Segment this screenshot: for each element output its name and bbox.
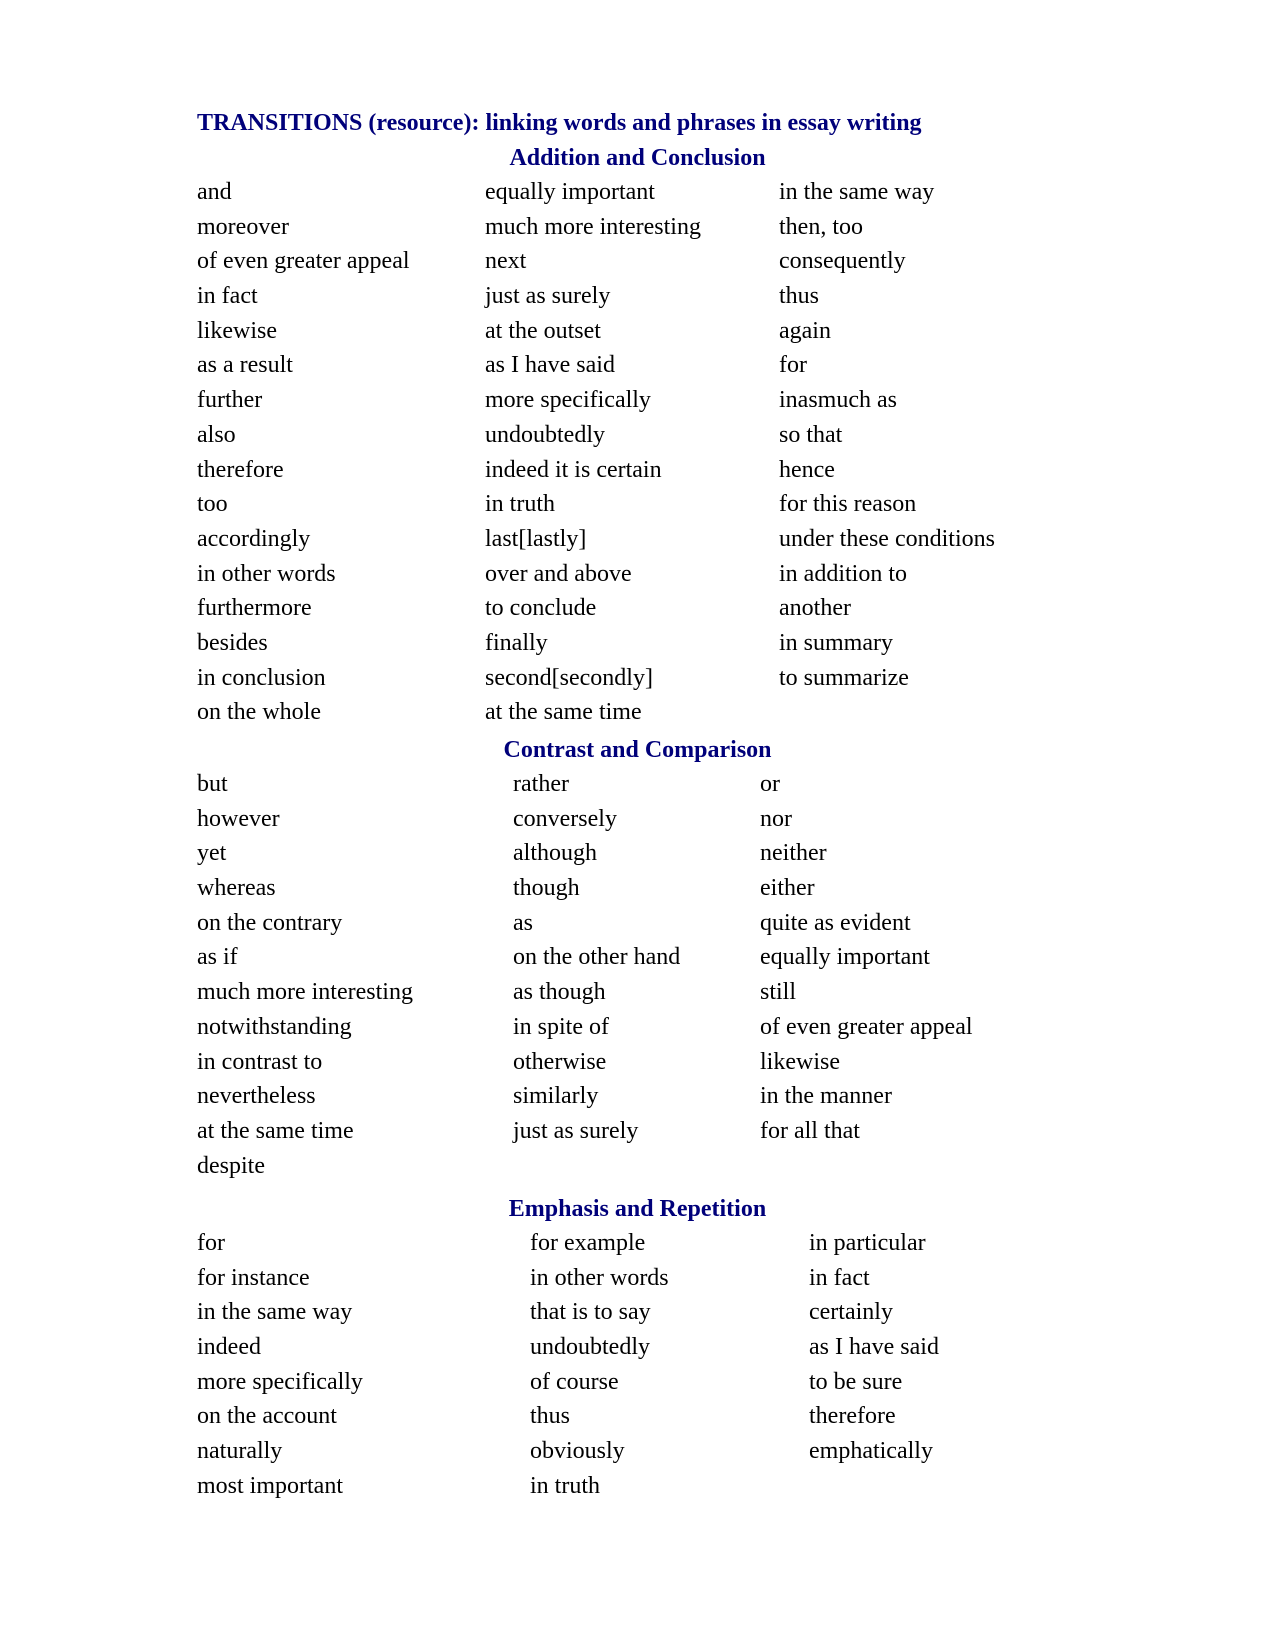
transition-phrase: as I have said [485, 352, 615, 379]
transition-phrase: but [197, 771, 228, 797]
transition-phrase: however [197, 805, 280, 832]
transition-phrase: yet [197, 840, 227, 867]
transition-phrase: as a result [197, 352, 293, 379]
transition-phrase: as I have said [809, 1334, 939, 1361]
section-heading-contrast: Contrast and Comparison [503, 737, 772, 763]
transition-phrase: in conclusion [197, 664, 326, 691]
transition-phrase: another [779, 595, 851, 622]
transition-phrase: indeed it is certain [485, 456, 662, 483]
transition-phrase: naturally [197, 1438, 283, 1465]
transition-phrase: in the manner [760, 1083, 892, 1110]
page-title: TRANSITIONS (resource): linking words and phrases in essay writing [197, 110, 922, 136]
transition-phrase: otherwise [513, 1048, 607, 1075]
transition-phrase: too [197, 491, 228, 518]
transition-phrase: most important [197, 1472, 343, 1499]
addition-column-2 [485, 175, 701, 730]
transition-phrase: therefore [197, 456, 284, 483]
emphasis-column-3 [809, 1226, 939, 1469]
transition-phrase: consequently [779, 248, 906, 275]
transition-phrase: indeed [197, 1334, 261, 1361]
transition-phrase: at the same time [485, 699, 642, 726]
transition-phrase: similarly [513, 1083, 599, 1110]
transition-phrase: in other words [530, 1264, 669, 1291]
transition-phrase: equally important [485, 179, 655, 205]
transition-phrase: in the same way [779, 179, 935, 205]
transition-phrase: emphatically [809, 1438, 933, 1465]
transition-phrase: in the same way [197, 1299, 353, 1326]
transition-phrase: of even greater appeal [197, 248, 410, 275]
transition-phrase: on the other hand [513, 944, 681, 971]
addition-column-3 [779, 175, 995, 695]
transition-phrase: as if [197, 944, 238, 971]
transition-phrase: much more interesting [485, 213, 701, 240]
transition-phrase: in truth [485, 491, 555, 518]
transition-phrase: at the same time [197, 1117, 354, 1144]
transition-phrase: over and above [485, 560, 632, 587]
transition-phrase: conversely [513, 805, 617, 832]
contrast-column-1 [197, 767, 413, 1183]
transition-phrase: equally important [760, 944, 930, 971]
transition-phrase: accordingly [197, 525, 311, 552]
transition-phrase: besides [197, 629, 268, 656]
transition-phrase: notwithstanding [197, 1013, 352, 1040]
transition-phrase: undoubtedly [530, 1334, 650, 1361]
emphasis-column-1 [197, 1226, 363, 1504]
transition-phrase: then, too [779, 213, 863, 240]
transition-phrase: whereas [197, 875, 276, 902]
transition-phrase: neither [760, 840, 827, 867]
transition-phrase: inasmuch as [779, 387, 897, 414]
transition-phrase: moreover [197, 213, 289, 240]
transition-phrase: in truth [530, 1472, 600, 1499]
transition-phrase: either [760, 875, 815, 902]
transition-phrase: or [760, 771, 780, 797]
transition-phrase: as [513, 909, 533, 936]
transition-phrase: under these conditions [779, 525, 995, 552]
transition-phrase: in contrast to [197, 1048, 323, 1075]
transition-phrase: further [197, 387, 263, 414]
transition-phrase: in fact [809, 1264, 870, 1291]
transition-phrase: thus [779, 283, 820, 310]
transition-phrase: so that [779, 421, 843, 448]
addition-column-1 [197, 175, 410, 730]
transition-phrase: for [779, 352, 807, 379]
transition-phrase: for all that [760, 1117, 860, 1144]
transition-phrase: just as surely [485, 283, 611, 310]
transition-phrase: certainly [809, 1299, 893, 1326]
transition-phrase: at the outset [485, 317, 601, 344]
transition-phrase: quite as evident [760, 909, 911, 936]
section-heading-emphasis: Emphasis and Repetition [508, 1196, 767, 1222]
transition-phrase: in addition to [779, 560, 907, 587]
transition-phrase: of even greater appeal [760, 1013, 973, 1040]
transition-phrase: and [197, 179, 232, 205]
transition-phrase: to be sure [809, 1368, 903, 1395]
transition-phrase: in fact [197, 283, 258, 310]
transition-phrase: on the whole [197, 699, 321, 726]
transition-phrase: although [513, 840, 597, 867]
transition-phrase: finally [485, 629, 548, 656]
transition-phrase: that is to say [530, 1299, 651, 1326]
transition-phrase: just as surely [513, 1117, 639, 1144]
contrast-column-2 [513, 767, 680, 1149]
transition-phrase: again [779, 317, 831, 344]
transition-phrase: next [485, 248, 527, 275]
transition-phrase: to conclude [485, 595, 597, 622]
transition-phrase: on the account [197, 1403, 337, 1430]
transition-phrase: in summary [779, 629, 893, 656]
transition-phrase: thus [530, 1403, 571, 1430]
transition-phrase: as though [513, 979, 606, 1006]
transition-phrase: second[secondly] [485, 664, 653, 691]
transition-phrase: of course [530, 1368, 619, 1395]
transition-phrase: for [197, 1230, 225, 1256]
transition-phrase: though [513, 875, 580, 902]
transition-phrase: for example [530, 1230, 646, 1256]
transition-phrase: rather [513, 771, 569, 797]
transition-phrase: in spite of [513, 1013, 609, 1040]
transition-phrase: still [760, 979, 797, 1006]
transition-phrase: likewise [197, 317, 277, 344]
transition-phrase: on the contrary [197, 909, 343, 936]
transition-phrase: to summarize [779, 664, 909, 691]
transition-phrase: in particular [809, 1230, 926, 1256]
transition-phrase: more specifically [485, 387, 651, 414]
transition-phrase: in other words [197, 560, 336, 587]
transition-phrase: undoubtedly [485, 421, 605, 448]
transition-phrase: therefore [809, 1403, 896, 1430]
transition-phrase: more specifically [197, 1368, 363, 1395]
transition-phrase: much more interesting [197, 979, 413, 1006]
transition-phrase: nor [760, 805, 792, 832]
transition-phrase: also [197, 421, 236, 448]
transition-phrase: obviously [530, 1438, 625, 1465]
transition-phrase: nevertheless [197, 1083, 316, 1110]
transition-phrase: hence [779, 456, 835, 483]
transition-phrase: furthermore [197, 595, 312, 622]
emphasis-column-2 [530, 1226, 669, 1504]
transition-phrase: for this reason [779, 491, 917, 518]
transition-phrase: despite [197, 1152, 265, 1179]
transition-phrase: likewise [760, 1048, 840, 1075]
transition-phrase: last[lastly] [485, 525, 587, 552]
section-heading-addition: Addition and Conclusion [509, 145, 766, 171]
contrast-column-3 [760, 767, 973, 1149]
transition-phrase: for instance [197, 1264, 310, 1291]
